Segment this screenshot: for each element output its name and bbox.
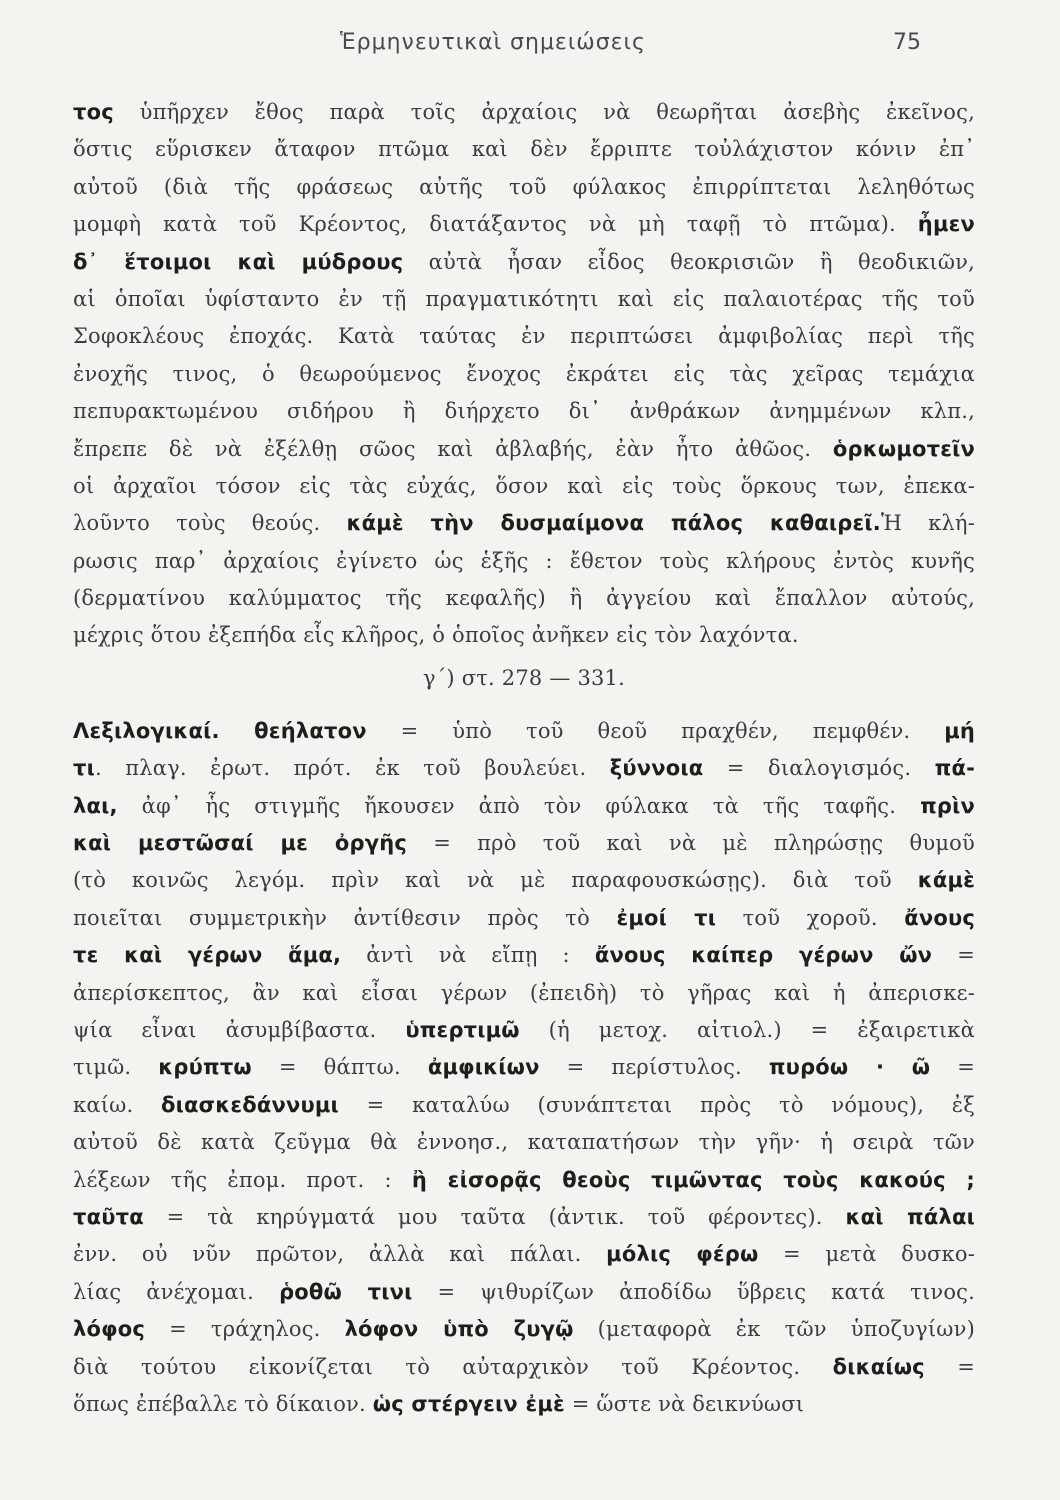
text-segment: = περίστυλος.: [539, 1055, 769, 1080]
text-line: [73, 169, 975, 206]
text-segment: ψία εἶναι ἀσυμβίβαστα.: [73, 1017, 406, 1042]
text-segment: = τράχηλος.: [145, 1317, 345, 1342]
text-line: [73, 543, 975, 580]
text-line: [73, 580, 975, 617]
text-line: [73, 1012, 975, 1049]
page-body: [73, 94, 975, 1423]
text-segment: = ὑπὸ τοῦ θεοῦ πραχθέν, πεμφθέν.: [366, 718, 945, 743]
text-line: [73, 356, 975, 393]
text-segment: ἀπερίσκεπτος, ἂν καὶ εἶσαι γέρων (ἐπειδὴ) τὸ γῆρας καὶ ἡ ἀπερισκε-: [73, 980, 975, 1005]
bold-term: πά-: [934, 756, 975, 781]
bold-term: λόφον ὑπὸ ζυγῷ: [344, 1317, 574, 1342]
text-segment: πεπυρακτωμένου σιδήρου ἢ διήρχετο δι᾽ ἀνθράκων ἀνημμένων κλπ.,: [73, 399, 975, 424]
bold-term: πρὶν: [920, 793, 975, 818]
page-header: [0, 30, 1060, 70]
text-segment: ἐνοχῆς τινος, ὁ θεωρούμενος ἔνοχος ἐκράτει εἰς τὰς χεῖρας τεμάχια: [73, 361, 975, 386]
text-segment: = θάπτω.: [251, 1055, 428, 1080]
bold-term: διασκεδάννυμι: [161, 1092, 339, 1117]
text-segment: τιμῶ.: [73, 1055, 159, 1080]
text-line: [73, 1199, 975, 1236]
text-segment: λίας ἀνέχομαι.: [73, 1279, 280, 1304]
text-line: [73, 750, 975, 787]
text-line: [73, 788, 975, 825]
text-segment: διὰ τούτου εἰκονίζεται τὸ αὐταρχικὸν τοῦ Κρέοντος.: [73, 1354, 833, 1379]
text-line: [73, 1311, 975, 1348]
bold-term: μόλις φέρω: [606, 1242, 759, 1267]
text-segment: ἔπρεπε δὲ νὰ ἐξέλθῃ σῶος καὶ ἀβλαβής, ἐὰν ἦτο ἀθῶος.: [73, 436, 833, 461]
text-line: [73, 713, 975, 750]
text-segment: = τὰ κηρύγματά μου ταῦτα (ἀντικ. τοῦ φέροντες).: [143, 1204, 846, 1229]
text-segment: καίω.: [73, 1092, 162, 1117]
text-segment: αὐτὰ ἦσαν εἶδος θεοκρισιῶν ἢ θεοδικιῶν,: [403, 249, 975, 274]
bold-term: καὶ πάλαι: [845, 1204, 975, 1229]
bold-term: κάμὲ: [917, 868, 975, 893]
text-line: [73, 318, 975, 355]
text-line: [73, 206, 975, 243]
text-segment: . πλαγ. ἐρωτ. πρότ. ἐκ τοῦ βουλεύει.: [95, 756, 610, 781]
text-line: [73, 1124, 975, 1161]
bold-term: ἐμοί τι: [616, 905, 717, 930]
bold-term: ταῦτα: [73, 1204, 144, 1229]
text-segment: = ψιθυρίζων ἀποδίδω ὕβρεις κατά τινος.: [412, 1279, 975, 1304]
text-segment: (ἡ μετοχ. αἰτιολ.) = ἐξαιρετικὰ: [519, 1017, 975, 1042]
text-line: [73, 244, 975, 281]
text-segment: = ὥστε νὰ δεικνύωσι: [564, 1391, 805, 1416]
bold-term: ἀμφικίων: [427, 1055, 540, 1080]
text-segment: (μεταφορὰ ἐκ τῶν ὑποζυγίων): [573, 1317, 975, 1342]
text-segment: (τὸ κοινῶς λεγόμ. πρὶν καὶ νὰ μὲ παραφουσκώσῃς). διὰ τοῦ: [73, 868, 918, 893]
text-line: [73, 1087, 975, 1124]
text-line: [73, 468, 975, 505]
bold-term: Λεξιλογικαί. θεήλατον: [73, 718, 367, 743]
bold-term: λόφος: [73, 1317, 146, 1342]
text-segment: =: [932, 943, 975, 968]
text-line: [73, 1236, 975, 1273]
running-title: Ἑρμηνευτικαὶ σημειώσεις: [340, 30, 646, 55]
text-line: [73, 825, 975, 862]
text-segment: ἀφ᾽ ἧς στιγμῆς ἤκουσεν ἀπὸ τὸν φύλακα τὰ τῆς ταφῆς.: [117, 793, 921, 818]
bold-term: ξύννοια: [609, 756, 704, 781]
bold-term: κάμὲ τὴν δυσμαίμονα πάλος καθαιρεῖ.: [346, 511, 881, 536]
text-line: [73, 617, 975, 654]
text-line: [73, 1349, 975, 1386]
text-line: [73, 505, 975, 542]
bold-term: ὑπερτιμῶ: [405, 1017, 520, 1042]
text-segment: Ἡ κλή-: [880, 511, 976, 536]
text-segment: ὅπως ἐπέβαλλε τὸ δίκαιον.: [73, 1391, 373, 1416]
text-line: [73, 1274, 975, 1311]
text-segment: ποιεῖται συμμετρικὴν ἀντίθεσιν πρὸς τὸ: [73, 905, 617, 930]
text-line: [73, 1049, 975, 1086]
text-segment: (δερματίνου καλύμματος τῆς κεφαλῆς) ἢ ἀγγείου καὶ ἔπαλλον αὐτούς,: [73, 586, 975, 611]
text-segment: = διαλογισμός.: [703, 756, 935, 781]
bold-term: λαι,: [73, 793, 118, 818]
bold-term: ἄνους: [904, 905, 975, 930]
text-segment: αὐτοῦ (διὰ τῆς φράσεως αὐτῆς τοῦ φύλακος ἐπιρρίπτεται λεληθότως: [73, 174, 975, 199]
text-segment: ὑπῆρχεν ἔθος παρὰ τοῖς ἀρχαίοις νὰ θεωρῆται ἀσεβὴς ἐκεῖνος,: [113, 100, 975, 124]
text-line: [73, 94, 975, 131]
bold-term: ὡς στέργειν ἐμὲ: [372, 1391, 565, 1416]
bold-term: κρύπτω: [158, 1055, 252, 1080]
bold-term: ῥοθῶ τινι: [279, 1279, 413, 1304]
text-segment: =: [930, 1055, 976, 1080]
bold-term: ἄνους καίπερ γέρων ὤν: [594, 943, 933, 968]
bold-term: καὶ μεστῶσαί με ὀργῆς: [73, 831, 408, 856]
text-line: [73, 131, 975, 168]
text-line: [73, 393, 975, 430]
bold-term: τι: [73, 756, 95, 781]
bold-term: τε καὶ γέρων ἅμα,: [73, 943, 342, 968]
text-segment: αὐτοῦ δὲ κατὰ ζεῦγμα θὰ ἐννοησ., καταπατήσων τὴν γῆν· ἡ σειρὰ τῶν: [73, 1130, 975, 1155]
text-segment: γ΄) στ. 278 — 331.: [422, 665, 625, 690]
text-segment: λέξεων τῆς ἐπομ. προτ. :: [73, 1167, 412, 1192]
text-line: [73, 281, 975, 318]
bold-term: δ᾽ ἕτοιμοι καὶ μύδρους: [73, 249, 404, 274]
text-segment: μομφὴ κατὰ τοῦ Κρέοντος, διατάξαντος νὰ μὴ ταφῇ τὸ πτῶμα).: [73, 212, 918, 237]
text-line: [73, 431, 975, 468]
bold-term: ὁρκωμοτεῖν: [832, 436, 975, 461]
text-segment: = μετὰ δυσκο-: [758, 1242, 975, 1267]
text-line: [73, 862, 975, 899]
text-segment: λοῦντο τοὺς θεούς.: [73, 511, 347, 536]
text-line: [73, 1162, 975, 1199]
bold-term: ἦμεν: [917, 212, 975, 237]
bold-term: δικαίως: [832, 1354, 925, 1379]
page-number: 75: [893, 30, 921, 55]
bold-term: μή: [944, 718, 976, 743]
section-heading: [73, 655, 975, 713]
text-segment: ἐνν. οὐ νῦν πρῶτον, ἀλλὰ καὶ πάλαι.: [73, 1242, 607, 1267]
text-segment: = πρὸ τοῦ καὶ νὰ μὲ πληρώσῃς θυμοῦ: [407, 831, 975, 856]
text-segment: ἀντὶ νὰ εἴπῃ :: [341, 943, 595, 968]
text-segment: τοῦ χοροῦ.: [716, 905, 905, 930]
text-segment: μέχρις ὅτου ἐξεπήδα εἷς κλῆρος, ὁ ὁποῖος ἀνῆκεν εἰς τὸν λαχόντα.: [73, 623, 799, 648]
text-line: [73, 900, 975, 937]
text-segment: Σοφοκλέους ἐποχάς. Κατὰ ταύτας ἐν περιπτώσει ἀμφιβολίας περὶ τῆς: [73, 324, 975, 349]
text-segment: οἱ ἀρχαῖοι τόσον εἰς τὰς εὐχάς, ὅσον καὶ εἰς τοὺς ὅρκους των, ἐπεκα-: [73, 473, 975, 498]
text-line: [73, 975, 975, 1012]
text-segment: = καταλύω (συνάπτεται πρὸς τὸ νόμους), ἐξ: [338, 1092, 976, 1117]
bold-term: ἢ εἰσορᾷς θεοὺς τιμῶντας τοὺς κακούς ;: [411, 1167, 976, 1192]
text-line: [73, 1386, 975, 1423]
bold-term: τος: [73, 100, 114, 124]
text-segment: ὅστις εὕρισκεν ἄταφον πτῶμα καὶ δὲν ἔρριπτε τοὐλάχιστον κόνιν ἐπ᾽: [73, 137, 975, 162]
text-line: [73, 937, 975, 974]
text-segment: αἱ ὁποῖαι ὑφίσταντο ἐν τῇ πραγματικότητι καὶ εἰς παλαιοτέρας τῆς τοῦ: [73, 286, 975, 311]
text-segment: =: [924, 1354, 976, 1379]
bold-term: πυρόω · ῶ: [768, 1055, 931, 1080]
text-segment: ρωσις παρ᾽ ἀρχαίοις ἐγίνετο ὡς ἑξῆς : ἔθετον τοὺς κλήρους ἐντὸς κυνῆς: [73, 548, 975, 573]
